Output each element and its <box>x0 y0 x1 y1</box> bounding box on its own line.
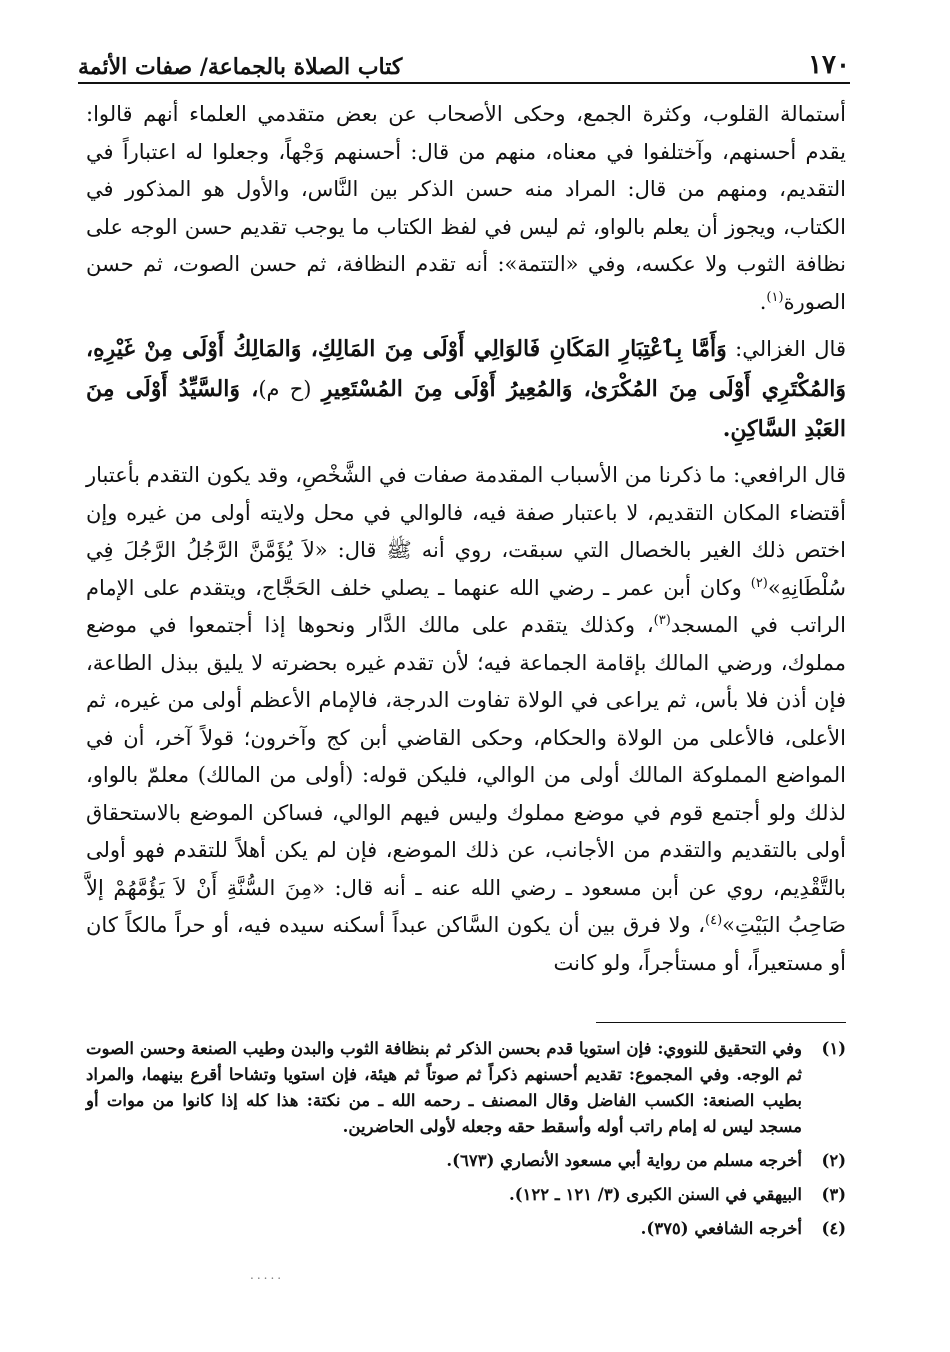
paragraph-3 <box>86 457 846 982</box>
footnote-separator <box>596 1022 846 1023</box>
paragraph-3-part-b: وكان أبن عمر ـ رضي الله عنهما ـ يصلي خلف الحَجَّاج، ويتقدم على الإمام الراتب في المسجد <box>86 575 847 637</box>
footnote-text: أخرجه مسلم من رواية أبي مسعود الأنصاري (٦٧٣). <box>446 1151 802 1170</box>
footnote-text: وفي التحقيق للنووي: فإن استويا قدم بحسن الذكر ثم بنظافة الثوب والبدن وطيب الصنعة وحسن الصوت ثم الوجه. وفي المجموع: تقديم أحسنهم ذكراً ثم صوتاً ثم هيئة، فإن استويا وتشاحا أقرع بينهما، والمراد بطيب الصنعة: الكسب الفاضل وقال المصنف ـ رحمه الله ـ من نكتة: هذا كله إذا كانوا من موات أو مسجد ليس له إمام راتب أوله وأسقط حقه وجعله لأولى الحاضرين. <box>86 1039 802 1136</box>
footnotes <box>86 1036 846 1250</box>
footnote-2 <box>86 1148 846 1174</box>
paragraph-1-text: أستمالة القلوب، وكثرة الجمع، وحكى الأصحاب عن بعض متقدمي العلماء أنهم قالوا: يقدم أحسنهم، وآختلفوا في معناه، منهم من قال: أحسنهم وَجْهاً، وجعلوا له اعتباراً في التقديم، ومنهم من قال: المراد منه حسن الذكر بين النَّاس، والأول هو المذكور في الكتاب، ويجوز أن يعلم بالواو، ثم ليس في لفظ الكتاب ما يوجب تقديم حسن الوجه على نظافة الثوب ولا عكسه، وفي «التتمة»: أنه تقدم النظافة، ثم حسن الصوت، ثم حسن الصورة <box>86 102 846 314</box>
page-number: ١٧٠ <box>808 50 850 80</box>
footnote-number: (٤) <box>821 1219 846 1238</box>
running-title: كتاب الصلاة بالجماعة/ صفات الأئمة <box>78 54 403 80</box>
footnote-text: البيهقي في السنن الكبرى (٣/ ١٢١ ـ ١٢٢). <box>508 1185 802 1204</box>
main-text <box>86 96 846 982</box>
ghazali-quote-lead: قال الغزالي: <box>726 337 846 361</box>
paragraph-3-part-c: ، وكذلك يتقدم على مالك الدَّار ونحوها إذا أجتمعوا في موضع مملوك، ورضي المالك بإقامة الجماعة فيه؛ لأن تقدم غيره بحضرته لا يليق ببذل الطاعة، فإن أذن فلا بأس، ثم يراعى في الولاة تفاوت الدرجة، فالإمام الأعظم أولى من غيره، ثم الأعلى، فالأعلى من الولاة والحكام، وحكى القاضي أبن كج وآخرون؛ قولاً آخر، أن في المواضع المملوكة المالك أولى من الوالي، فليكن قوله: (أولى من المالك) معلمّ بالواو، لذلك ولو أجتمع قوم في موضع مملوك وليس فيهم الوالي، فساكن الموضع بالاستحقاق أولى بالتقديم والتقدم من الأجانب، عن ذلك الموضع، فإن لم يكن أهلاً للتقدم فهو أولى بالتَّقْدِيم، روي عن أبن مسعود ـ رضي الله عنه ـ أنه قال: «مِنَ السُّنَّةِ أَنْ لاَ يَؤُمَّهُمْ إلاَّ صَاحِبُ البَيْتِ» <box>86 613 846 937</box>
page-header <box>78 38 850 84</box>
paragraph-1 <box>86 96 846 321</box>
footnote-number: (٢) <box>821 1151 846 1170</box>
ghazali-quote-text-2: ، وَالسَّيِّدُ أَوْلَى مِنَ العَبْدِ السَّاكِنِ. <box>86 376 846 442</box>
scan-dots: ..... <box>250 1268 285 1282</box>
footnote-4 <box>86 1216 846 1242</box>
footnote-number: (٣) <box>821 1185 846 1204</box>
footnote-ref-4[interactable]: (٤) <box>705 913 723 928</box>
footnote-ref-1[interactable]: (١) <box>766 289 784 305</box>
paragraph-1-tail: . <box>759 289 767 314</box>
paragraph-3-part-d: ، ولا فرق بين أن يكون السَّاكن عبداً أسكنه سيده فيه، أو حراً مالكاً كان أو مستعيراً، أو مستأجراً، ولو كانت <box>86 913 846 975</box>
footnote-ref-2[interactable]: (٢) <box>750 575 768 591</box>
footnote-3 <box>86 1182 846 1208</box>
ghazali-quote-text: وَأَمَّا بِٱعْتِبَارِ المَكَانِ فَالوَالِي أَوْلَى مِنَ المَالِكِ، وَالمَالِكُ أَوْلَى مِنْ غَيْرِهِ، وَالمُكْتَرِي أَوْلَى مِنَ المُكْرَىٰ، وَالمُعِيرُ أَوْلَى مِنَ المُسْتَعِيرِ <box>86 336 847 402</box>
footnote-1 <box>86 1036 846 1140</box>
footnote-text: أخرجه الشافعي (٣٧٥). <box>640 1219 802 1238</box>
footnote-ref-3[interactable]: (٣) <box>653 613 671 628</box>
ghazali-quote-code: (ح م) <box>258 377 322 401</box>
ghazali-quote <box>86 329 846 449</box>
footnote-number: (١) <box>821 1039 846 1058</box>
paragraph-3-part-a: قال الرافعي: ما ذكرنا من الأسباب المقدمة صفات في الشَّخْصِ، وقد يكون التقدم بأعتبار أقتضاء المكان التقديم، لا باعتبار صفة فيه، فالوالي في محل ولايته أولى من غيره وإن اختص ذلك الغير بالخصال التي سبقت، روي أنه ﷺ قال: «لاَ يُؤَمَّنَّ الرَّجُلُ الرَّجُلَ فِي سُلْطَانِهِ» <box>86 463 846 600</box>
